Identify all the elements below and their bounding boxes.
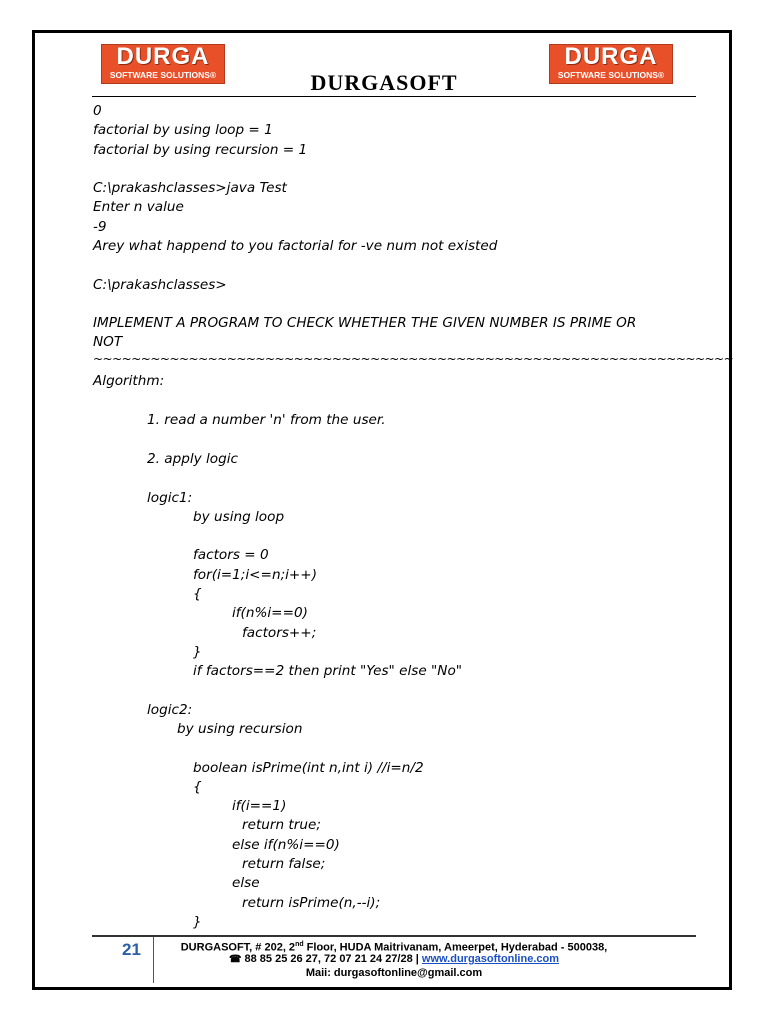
text-line: 0	[93, 103, 102, 119]
footer-mail: Maii: durgasoftonline@gmail.com	[305, 967, 483, 979]
page-title: DURGASOFT	[310, 70, 458, 95]
code-line: if(i==1)	[232, 798, 287, 814]
code-line: return isPrime(n,--i);	[242, 895, 381, 911]
code-line: if(n%i==0)	[232, 605, 308, 621]
code-line: factors++;	[242, 625, 317, 641]
code-line: {	[193, 779, 202, 795]
code-line: }	[193, 644, 202, 660]
code-line: }	[193, 914, 202, 930]
text-line: Enter n value	[93, 199, 184, 215]
code-line: {	[193, 586, 202, 602]
footer-divider	[92, 935, 696, 937]
logo-sub-text: SOFTWARE SOLUTIONS®	[109, 70, 217, 80]
code-line: for(i=1;i<=n;i++)	[193, 567, 318, 583]
footer-separator	[153, 937, 154, 983]
logo-main-text: DURGA	[116, 43, 210, 70]
text-line: by using loop	[193, 509, 285, 525]
text-line: Arey what happend to you factorial for -ve num not existed	[93, 238, 498, 254]
logo-main-text: DURGA	[564, 43, 658, 70]
text-line: 1. read a number 'n' from the user.	[147, 412, 386, 428]
text-line: by using recursion	[177, 721, 303, 737]
text-line: logic1:	[147, 490, 193, 506]
code-line: boolean isPrime(int n,int i) //i=n/2	[193, 760, 424, 776]
code-line: return false;	[242, 856, 326, 872]
footer-address: DURGASOFT, # 202, 2nd Floor, HUDA Maitrivanam, Ameerpet, Hyderabad - 500038,	[180, 941, 608, 954]
text-line: factorial by using recursion = 1	[93, 142, 308, 158]
tilde-divider: ~~~~~~~~~~~~~~~~~~~~~~~~~~~~~~~~~~~~~~~~~~~~~~~~~~~~~~~~~~~~~~~~~~~	[93, 352, 734, 366]
text-line: logic2:	[147, 702, 193, 718]
code-line: return true;	[242, 817, 321, 833]
text-line: -9	[93, 219, 107, 235]
text-line: Algorithm:	[93, 373, 165, 389]
website-link[interactable]: www.durgasoftonline.com	[421, 953, 560, 965]
section-heading: IMPLEMENT A PROGRAM TO CHECK WHETHER THE GIVEN NUMBER IS PRIME OR	[93, 315, 637, 331]
page-number: 21	[122, 940, 141, 959]
footer-contact: ☎ 88 85 25 26 27, 72 07 21 24 27/28 | www.durgasoftonline.com	[228, 953, 560, 965]
text-line: factorial by using loop = 1	[93, 122, 273, 138]
code-line: else	[232, 875, 260, 891]
text-line: C:\prakashclasses>java Test	[93, 180, 287, 196]
phone-icon: ☎	[228, 954, 242, 965]
code-line: if factors==2 then print "Yes" else "No"	[193, 663, 463, 679]
text-line: C:\prakashclasses>	[93, 277, 227, 293]
logo-sub-text: SOFTWARE SOLUTIONS®	[557, 70, 665, 80]
section-heading: NOT	[93, 334, 123, 350]
code-line: else if(n%i==0)	[232, 837, 340, 853]
text-line: 2. apply logic	[147, 451, 238, 467]
code-line: factors = 0	[193, 547, 269, 563]
